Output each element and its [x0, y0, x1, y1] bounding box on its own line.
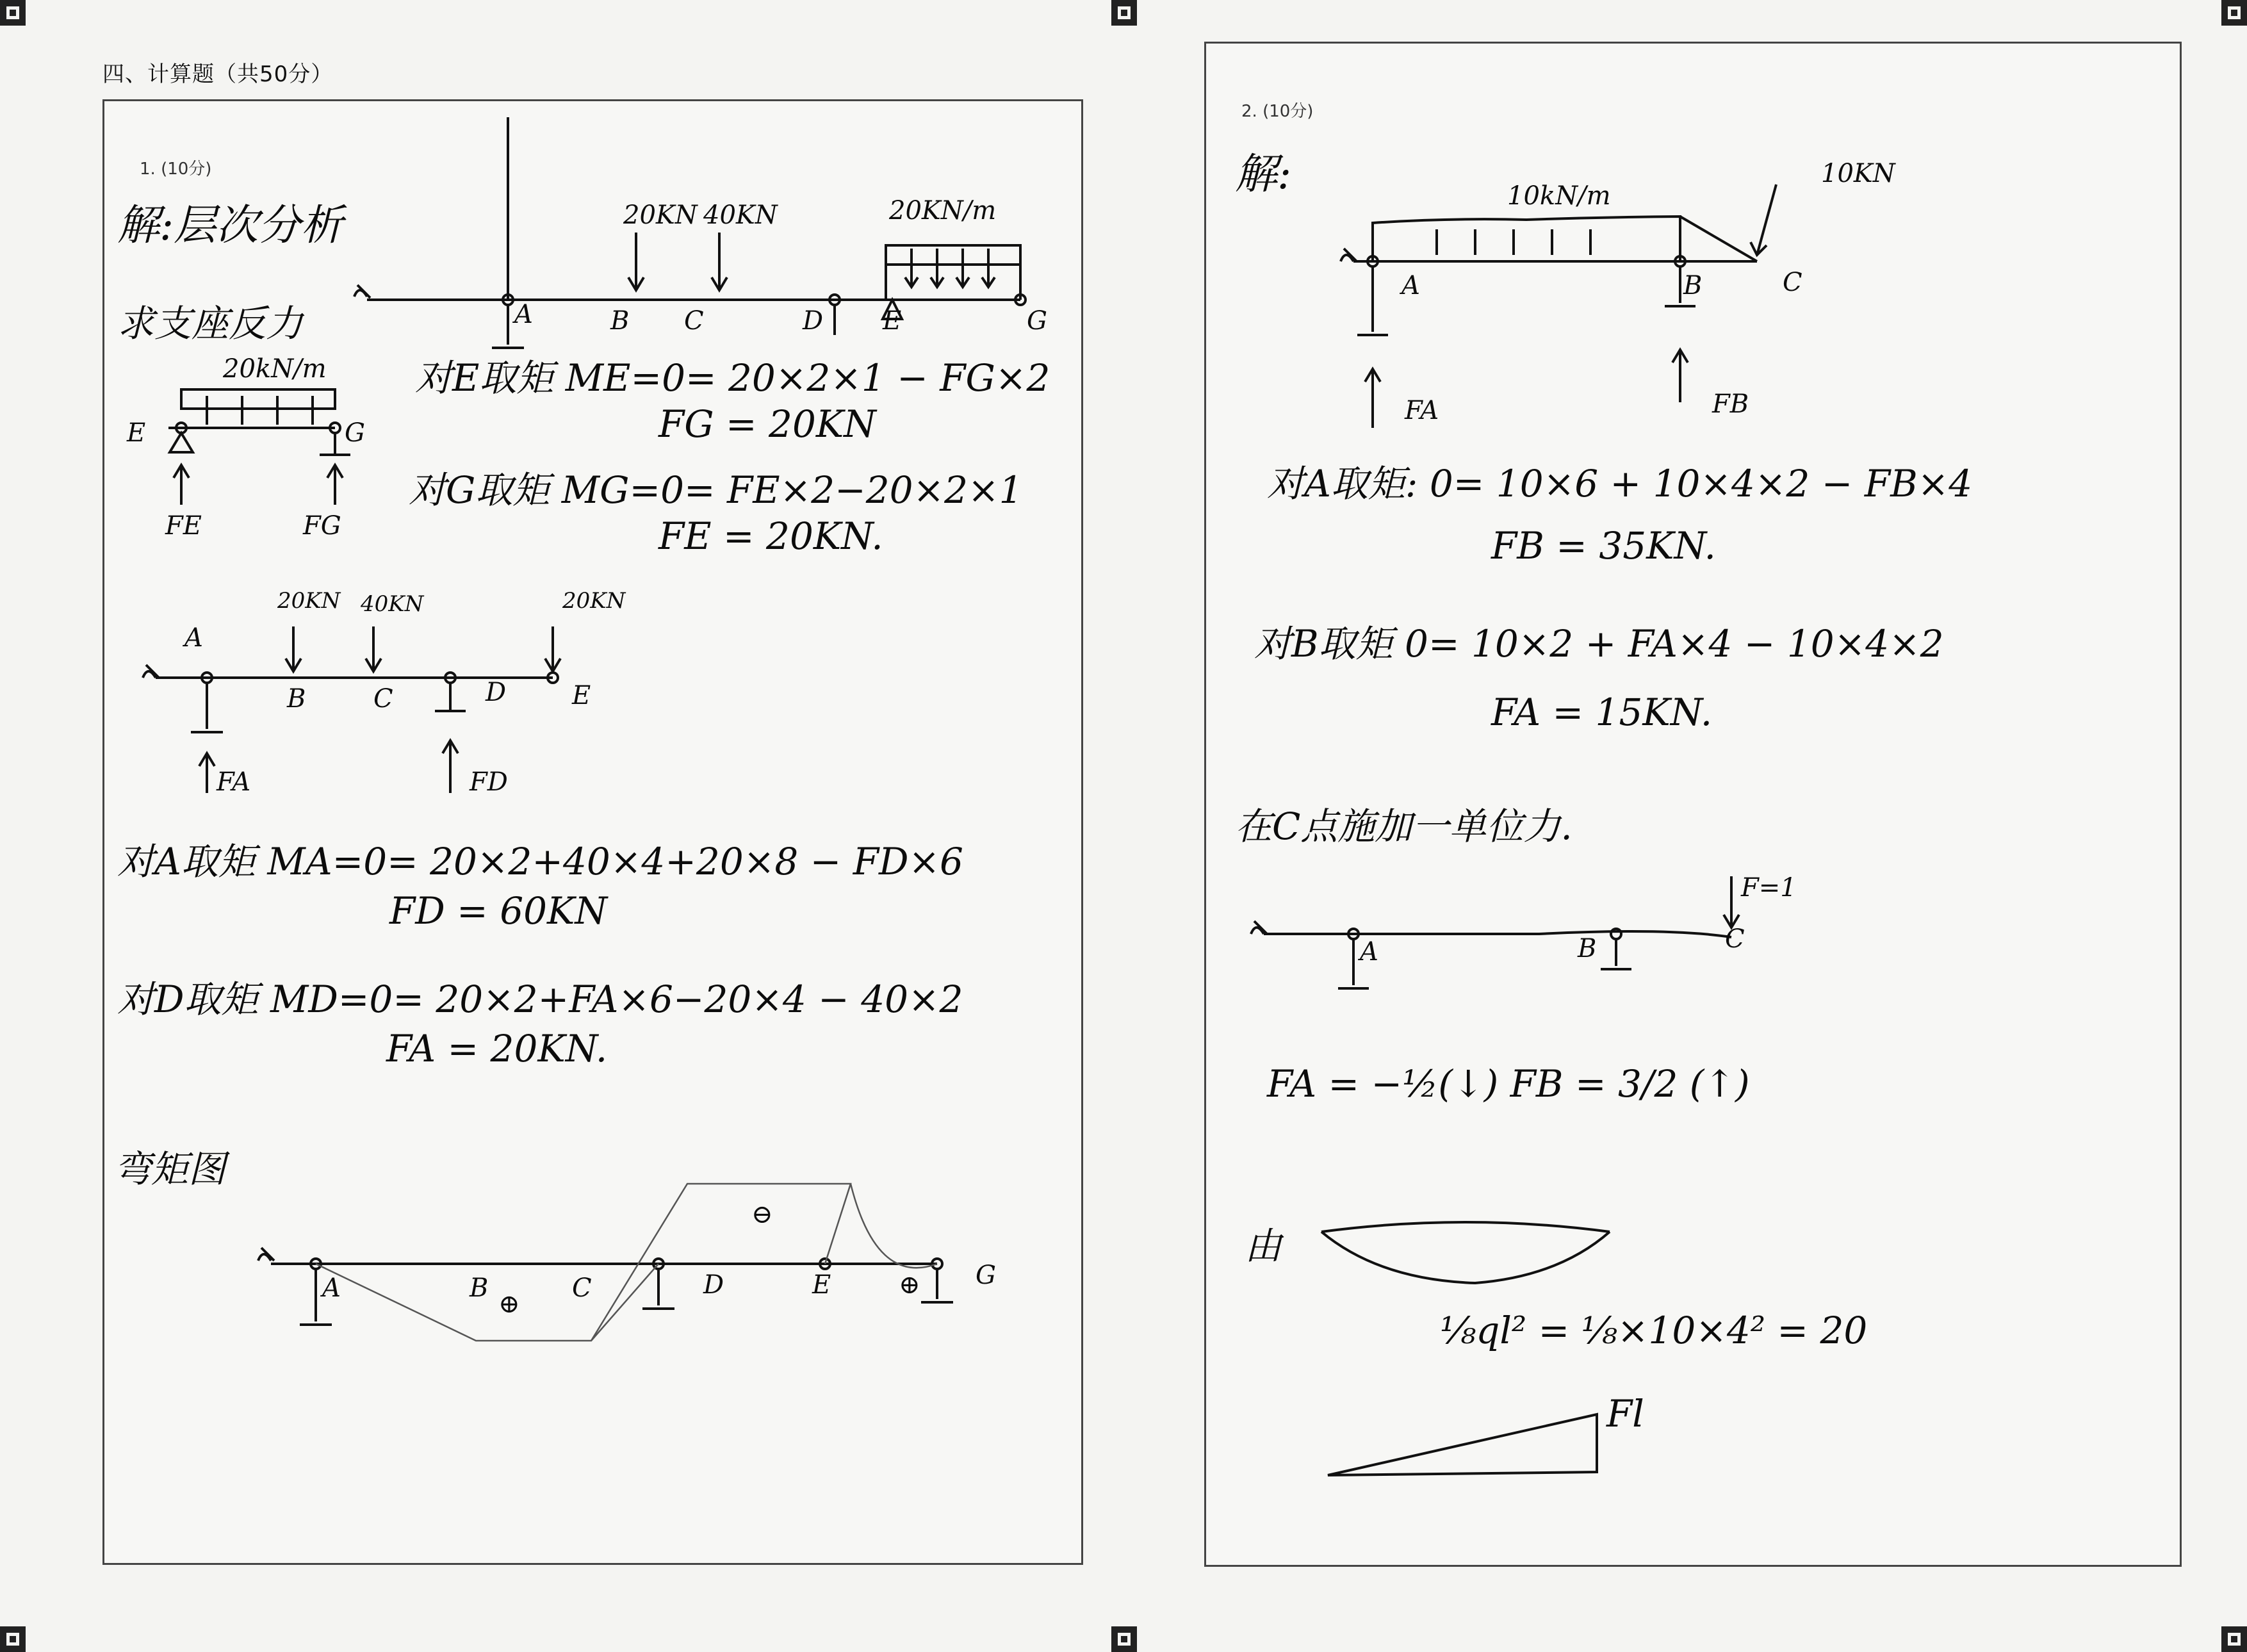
q2-unit-node-B: B: [1578, 934, 1597, 963]
q2-node-C: C: [1783, 268, 1802, 297]
q1-ae-load-20kn: 20KN: [277, 588, 341, 614]
q2-unit-force-heading: 在C点施加一单位力.: [1235, 805, 1573, 848]
q1-node-E: E: [883, 306, 902, 336]
q1-reactions-heading: 求支座反力: [117, 302, 304, 345]
q1-node-D: D: [803, 306, 824, 336]
corner-marker-top-left: [0, 0, 26, 26]
corner-marker-bottom-left: [0, 1626, 26, 1652]
q2-diagram-label: 由: [1245, 1224, 1282, 1268]
q1-bm-node-C: C: [572, 1273, 592, 1303]
q1-ae-node-E: E: [572, 681, 591, 710]
distributed-load-arrows: [905, 249, 995, 287]
q2-unit-force-label: F=1: [1741, 873, 1797, 903]
q2-node-A: A: [1401, 271, 1420, 300]
q1-bm-diagram: [258, 1171, 1059, 1478]
q2-load-10kn: 10KN: [1821, 159, 1895, 188]
q2-unit-node-C: C: [1725, 924, 1745, 954]
corner-marker-top-mid: [1111, 0, 1137, 26]
q1-node-B: B: [610, 306, 630, 336]
q2-node-B: B: [1683, 271, 1703, 300]
corner-marker-bottom-right: [2221, 1626, 2247, 1652]
q1-bm-node-G: G: [976, 1261, 996, 1290]
q2-load-10knm: 10kN/m: [1507, 181, 1611, 211]
q2-triangle-label: Fl: [1606, 1392, 1644, 1435]
q1-ae-node-C: C: [373, 684, 393, 714]
q1-eq-a-moment: 对A取矩 MA=0= 20×2+40×4+20×8 − FD×6: [117, 840, 963, 883]
q1-ae-node-B: B: [287, 684, 306, 714]
q1-eg-force-FG: FG: [303, 511, 341, 541]
section-title: 四、计算题（共50分）: [102, 61, 334, 87]
question-1-box: [102, 99, 1083, 1565]
q2-unit-beam-diagram: [1251, 863, 1763, 1030]
q1-bm-sign-2: ⊖: [751, 1200, 773, 1229]
q1-eq-fa: FA = 20KN.: [386, 1027, 608, 1070]
q1-eq-fe: FE = 20KN.: [658, 514, 883, 558]
q2-eq-fa: FA = 15KN.: [1491, 691, 1713, 734]
q1-load-40kn: 40KN: [703, 200, 778, 230]
question-2-box: [1204, 42, 2182, 1567]
q2-eq-a-moment: 对A取矩: 0= 10×6 + 10×4×2 − FB×4: [1267, 462, 1973, 505]
q1-bm-heading: 弯矩图: [114, 1147, 226, 1191]
q2-parabola-eq: ⅛ql² = ⅛×10×4² = 20: [1440, 1309, 1868, 1352]
corner-marker-top-right: [2221, 0, 2247, 26]
corner-marker-bottom-mid: [1111, 1626, 1137, 1652]
q1-number: 1. (10分): [140, 159, 212, 179]
q1-eq-e-moment: 对E取矩 ME=0= 20×2×1 − FG×2: [415, 356, 1050, 400]
q1-node-A: A: [514, 300, 533, 329]
q1-bm-sign-1: ⊕: [498, 1289, 520, 1319]
q1-eg-node-G: G: [345, 418, 365, 448]
q1-solve-heading: 解:层次分析: [117, 200, 343, 250]
q1-bm-node-E: E: [812, 1270, 831, 1300]
q2-number: 2. (10分): [1241, 102, 1314, 121]
q2-unit-node-A: A: [1360, 937, 1378, 967]
q1-ae-force-FD: FD: [470, 767, 508, 797]
q1-ae-load-20kn-e: 20KN: [562, 588, 626, 614]
q2-force-FA: FA: [1405, 396, 1439, 425]
q2-eq-fb: FB = 35KN.: [1491, 524, 1716, 568]
q1-bm-sign-3: ⊕: [899, 1270, 920, 1300]
q1-eq-g-moment: 对G取矩 MG=0= FE×2−20×2×1: [409, 468, 1023, 512]
q1-bm-node-D: D: [703, 1270, 724, 1300]
q2-eq-b-moment: 对B取矩 0= 10×2 + FA×4 − 10×4×2: [1254, 622, 1944, 666]
q1-node-C: C: [684, 306, 704, 336]
q2-force-FB: FB: [1712, 389, 1749, 419]
q1-eq-d-moment: 对D取矩 MD=0= 20×2+FA×6−20×4 − 40×2: [117, 977, 963, 1021]
q1-eq-fg: FG = 20KN: [658, 402, 876, 446]
q2-unit-reactions: FA = −½(↓) FB = 3/2 (↑): [1267, 1062, 1750, 1106]
q2-moment-diagrams: [1315, 1216, 1699, 1504]
q1-eg-force-FE: FE: [165, 511, 202, 541]
q1-load-20knm: 20KN/m: [889, 196, 997, 225]
q1-load-20kn: 20KN: [623, 200, 698, 230]
q1-eq-fd: FD = 60KN: [389, 889, 608, 933]
q1-eg-load: 20kN/m: [223, 354, 327, 384]
q1-bm-node-A: A: [322, 1273, 341, 1303]
q1-ae-load-40kn: 40KN: [361, 591, 424, 617]
q1-bm-node-B: B: [470, 1273, 489, 1303]
q1-ae-node-D: D: [486, 678, 507, 707]
q1-ae-node-A: A: [184, 623, 203, 653]
q1-node-G: G: [1027, 306, 1047, 336]
q2-solve-heading: 解:: [1235, 149, 1292, 199]
q1-eg-node-E: E: [127, 418, 146, 448]
q1-ae-force-FA: FA: [217, 767, 251, 797]
